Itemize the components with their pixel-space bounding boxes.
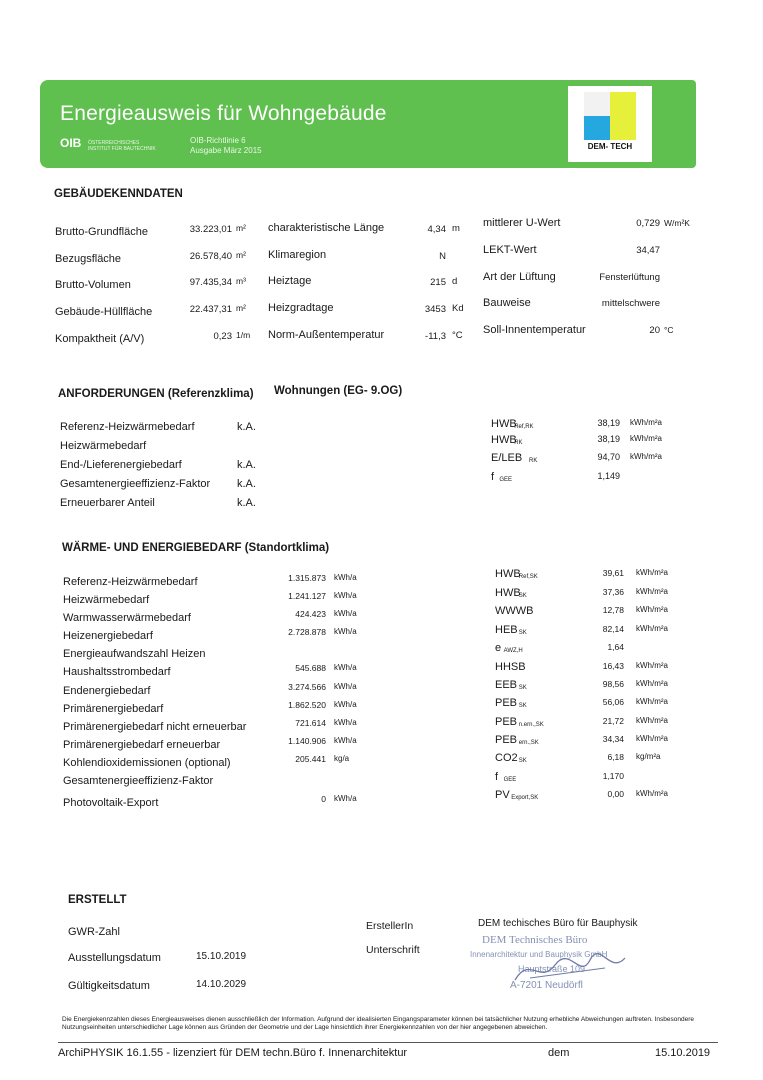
anf-value: k.A.: [237, 421, 256, 433]
geb-value: 97.435,34: [189, 277, 232, 288]
waerme-unit: kWh/a: [334, 718, 357, 727]
anf-label: End-/Lieferenergiebedarf: [60, 459, 182, 471]
geb-value: 215: [430, 277, 446, 288]
anf-value: 38,19: [597, 418, 620, 428]
waerme-value: 34,34: [602, 734, 624, 744]
waerme-label: Warmwasserwärmebedarf: [63, 612, 191, 624]
waerme-symbol: e: [495, 642, 502, 654]
ausgabe-label: Ausgabe März 2015: [190, 146, 262, 155]
software-license-text: ArchiPHYSIK 16.1.55 - lizenziert für DEM techn.Büro f. Innenarchitektur: [58, 1047, 408, 1059]
waerme-symbol: WWWB: [495, 605, 534, 617]
anf-symbol-sub: RK: [514, 440, 523, 446]
anf-symbol: HWB: [491, 418, 517, 430]
geb-value: N: [439, 251, 446, 262]
waerme-symbol-sub: SK: [518, 630, 527, 636]
anf-symbol: f: [491, 471, 495, 483]
geb-value: 22.437,31: [189, 304, 232, 315]
geb-label: Klimaregion: [268, 249, 327, 261]
waerme-unit: kWh/m²a: [636, 716, 668, 725]
logo-square-blue: [584, 116, 610, 140]
geb-label: LEKT-Wert: [483, 244, 537, 256]
geb-value: 34,47: [636, 245, 660, 256]
section-heading-anforderungen: ANFORDERUNGEN (Referenzklima): [58, 388, 254, 400]
geb-value: 0,729: [636, 218, 660, 229]
waerme-value: 6,18: [607, 752, 624, 762]
waerme-symbol: HEB: [495, 624, 518, 636]
waerme-unit: kWh/m²a: [636, 568, 668, 577]
waerme-label: Heizenergiebedarf: [63, 630, 153, 642]
disclaimer-note: Die Energiekennzahlen dieses Energieausweises dienen ausschließlich der Information. Aufgrund der idealisierten Eingangsparameter können bei tatsächlicher Nutzung erhebliche Abweichungen auftreten. Insbesondere Nutzungseinheiten unterschiedlicher Lage können aus Gründen der Geometrie und der Lage hinsichtlich ihrer Energiekennzahlen von der hier angegebenen abweichen.: [62, 1016, 694, 1031]
anf-symbol-sub: RK: [529, 458, 538, 464]
waerme-unit: kWh/m²a: [636, 789, 668, 798]
oib-logo: OIB: [60, 136, 82, 150]
geb-label: Norm-Außentemperatur: [268, 329, 385, 341]
geb-unit: °C: [664, 325, 674, 335]
waerme-value: 16,43: [602, 661, 624, 671]
waerme-unit: kWh/a: [334, 794, 357, 803]
waerme-symbol: PV: [495, 789, 510, 801]
oib-logo-subtitle: ÖSTERREICHISCHES INSTITUT FÜR BAUTECHNIK: [88, 140, 156, 152]
waerme-unit: kWh/m²a: [636, 605, 668, 614]
geb-label: mittlerer U-Wert: [483, 217, 561, 229]
ausstellungsdatum-label: Ausstellungsdatum: [68, 952, 161, 964]
anf-symbol-sub: GEE: [499, 477, 513, 483]
geb-unit: m²: [236, 303, 246, 313]
anf-value: k.A.: [237, 478, 256, 490]
waerme-unit: kWh/m²a: [636, 587, 668, 596]
waerme-unit: kWh/a: [334, 573, 357, 582]
anf-value: 38,19: [597, 434, 620, 444]
waerme-value: 39,61: [602, 568, 624, 578]
geb-label: Brutto-Grundfläche: [55, 226, 148, 238]
waerme-value: 424.423: [295, 609, 326, 619]
waerme-value: 1.241.127: [288, 591, 326, 601]
waerme-unit: kWh/a: [334, 591, 357, 600]
waerme-value: 1,170: [602, 771, 624, 781]
waerme-label: Photovoltaik-Export: [63, 797, 159, 809]
gueltigkeitsdatum-value: 14.10.2029: [196, 979, 247, 990]
waerme-unit: kWh/m²a: [636, 679, 668, 688]
waerme-symbol: PEB: [495, 716, 518, 728]
geb-value: mittelschwere: [601, 298, 660, 309]
anf-value: 94,70: [597, 452, 620, 462]
anf-symbol: HWB: [491, 434, 517, 446]
geb-value: 33.223,01: [189, 224, 232, 235]
waerme-unit: kWh/a: [334, 663, 357, 672]
geb-value: 26.578,40: [189, 251, 232, 262]
geb-unit: m²: [236, 250, 246, 260]
waerme-symbol: PEB: [495, 697, 518, 709]
geb-label: Heiztage: [268, 275, 312, 287]
anf-label: Gesamtenergieeffizienz-Faktor: [60, 478, 211, 490]
geb-unit: m³: [236, 276, 246, 286]
geb-label: Art der Lüftung: [483, 271, 556, 283]
geb-label: Gebäude-Hüllfläche: [55, 306, 153, 318]
anf-unit: kWh/m²a: [630, 434, 662, 443]
geb-unit: 1/m: [236, 330, 251, 340]
waerme-symbol-sub: AWZ,H: [503, 648, 523, 654]
geb-value: 0,23: [213, 331, 232, 342]
waerme-symbol-sub: SK: [518, 685, 527, 691]
geb-unit: Kd: [452, 303, 464, 314]
anf-value: 1,149: [597, 471, 620, 481]
logo-text: DEM- TECH: [587, 142, 633, 151]
waerme-label: Energieaufwandszahl Heizen: [63, 648, 206, 660]
waerme-label: Haushaltsstrombedarf: [63, 666, 171, 678]
anf-label: Erneuerbarer Anteil: [60, 497, 155, 509]
footer-date: 15.10.2019: [655, 1047, 711, 1059]
section-heading-erstellt: ERSTELLT: [68, 894, 127, 906]
geb-label: Bauweise: [483, 297, 531, 309]
waerme-unit: kWh/m²a: [636, 624, 668, 633]
waerme-symbol-sub: GEE: [503, 777, 517, 783]
section-heading-waerme: WÄRME- UND ENERGIEBEDARF (Standortklima): [62, 542, 330, 554]
waerme-unit: kWh/m²a: [636, 734, 668, 743]
geb-label: Heizgradtage: [268, 302, 334, 314]
waerme-value: 1.140.906: [288, 736, 326, 746]
gueltigkeitsdatum-label: Gültigkeitsdatum: [68, 980, 150, 992]
ersteller-value: DEM techisches Büro für Bauphysik: [478, 918, 638, 929]
waerme-label: Gesamtenergieeffizienz-Faktor: [63, 775, 214, 787]
waerme-value: 0,00: [607, 789, 624, 799]
logo-square-white: [584, 92, 610, 116]
waerme-unit: kg/m²a: [636, 752, 661, 761]
header-banner: [40, 80, 696, 168]
ausstellungsdatum-value: 15.10.2019: [196, 951, 247, 962]
anf-value: k.A.: [237, 497, 256, 509]
waerme-value: 56,06: [602, 697, 624, 707]
document-title: Energieausweis für Wohngebäude: [60, 102, 387, 125]
waerme-symbol: HHSB: [495, 661, 526, 673]
geb-unit: m: [452, 223, 460, 234]
waerme-value: 1,64: [607, 642, 624, 652]
anf-symbol-sub: Ref,RK: [514, 424, 534, 430]
logo-square-yellow: [610, 92, 636, 116]
dem-tech-logo: [568, 86, 652, 162]
richtlinie-label: OIB-Richtlinie 6: [190, 136, 246, 145]
geb-unit: W/m²K: [664, 218, 690, 228]
waerme-value: 1.315.873: [288, 573, 326, 583]
unterschrift-label: Unterschrift: [366, 944, 420, 956]
waerme-symbol: EEB: [495, 679, 518, 691]
geb-unit: d: [452, 276, 458, 287]
waerme-value: 205.441: [295, 754, 326, 764]
anf-label: Heizwärmebedarf: [60, 440, 147, 452]
waerme-label: Heizwärmebedarf: [63, 594, 150, 606]
waerme-label: Kohlendioxidemissionen (optional): [63, 757, 231, 769]
waerme-symbol-sub: SK: [518, 703, 527, 709]
waerme-unit: kWh/a: [334, 700, 357, 709]
waerme-value: 0: [321, 794, 326, 804]
geb-value: 4,34: [427, 224, 446, 235]
geb-unit: m²: [236, 223, 246, 233]
waerme-symbol-sub: Ref,SK: [518, 574, 538, 580]
geb-value: 3453: [424, 304, 446, 315]
waerme-symbol: f: [495, 771, 499, 783]
anf-symbol: E/LEB: [491, 452, 523, 464]
gwr-label: GWR-Zahl: [68, 926, 120, 938]
waerme-symbol-sub: SK: [518, 758, 527, 764]
waerme-symbol-sub: SK: [518, 593, 527, 599]
waerme-symbol: PEB: [495, 734, 518, 746]
geb-label: charakteristische Länge: [268, 222, 385, 234]
waerme-unit: kWh/m²a: [636, 697, 668, 706]
section-heading-gebaeudekenndaten: GEBÄUDEKENNDATEN: [54, 188, 183, 200]
anf-unit: kWh/m²a: [630, 418, 662, 427]
waerme-symbol-sub: n.ern.,SK: [518, 722, 544, 728]
waerme-label: Primärenergiebedarf nicht erneuerbar: [63, 721, 247, 733]
waerme-value: 721.614: [295, 718, 326, 728]
waerme-value: 37,36: [602, 587, 624, 597]
geb-value: Fensterlüftung: [599, 272, 660, 283]
signature-scribble: [510, 950, 630, 990]
anforderungen-subheading: Wohnungen (EG- 9.OG): [274, 385, 403, 397]
waerme-value: 1.862.520: [288, 700, 326, 710]
waerme-label: Primärenergiebedarf: [63, 703, 164, 715]
waerme-unit: kWh/a: [334, 682, 357, 691]
waerme-value: 3.274.566: [288, 682, 326, 692]
geb-label: Kompaktheit (A/V): [55, 333, 145, 345]
geb-value: -11,3: [425, 331, 446, 342]
waerme-symbol: HWB: [495, 587, 521, 599]
waerme-value: 98,56: [602, 679, 624, 689]
waerme-unit: kWh/m²a: [636, 661, 668, 670]
anf-unit: kWh/m²a: [630, 452, 662, 461]
waerme-label: Endenergiebedarf: [63, 685, 151, 697]
waerme-symbol: CO2: [495, 752, 518, 764]
waerme-unit: kWh/a: [334, 627, 357, 636]
waerme-value: 545.688: [295, 663, 326, 673]
waerme-value: 21,72: [602, 716, 624, 726]
waerme-value: 2.728.878: [288, 627, 326, 637]
footer-divider: [58, 1042, 718, 1043]
company-stamp: DEM Technisches Büro Innenarchitektur und Bauphysik GmbH Hauptstraße 109 A-7201 Neudörfl: [470, 930, 650, 996]
waerme-unit: kWh/a: [334, 609, 357, 618]
waerme-value: 82,14: [602, 624, 624, 634]
waerme-symbol-sub: ern.,SK: [518, 740, 539, 746]
waerme-label: Primärenergiebedarf erneuerbar: [63, 739, 221, 751]
geb-label: Soll-Innentemperatur: [483, 324, 586, 336]
geb-label: Bezugsfläche: [55, 253, 122, 265]
waerme-symbol: HWB: [495, 568, 521, 580]
ersteller-label: ErstellerIn: [366, 920, 414, 932]
geb-unit: °C: [452, 330, 463, 341]
waerme-unit: kg/a: [334, 754, 350, 763]
waerme-symbol-sub: Export,SK: [511, 795, 539, 801]
geb-value: 20: [649, 325, 660, 336]
anf-label: Referenz-Heizwärmebedarf: [60, 421, 195, 433]
logo-square-yellow-2: [610, 116, 636, 140]
waerme-unit: kWh/a: [334, 736, 357, 745]
waerme-value: 12,78: [602, 605, 624, 615]
anf-value: k.A.: [237, 459, 256, 471]
waerme-label: Referenz-Heizwärmebedarf: [63, 576, 198, 588]
geb-label: Brutto-Volumen: [55, 279, 131, 291]
creator-code: dem: [548, 1047, 570, 1059]
